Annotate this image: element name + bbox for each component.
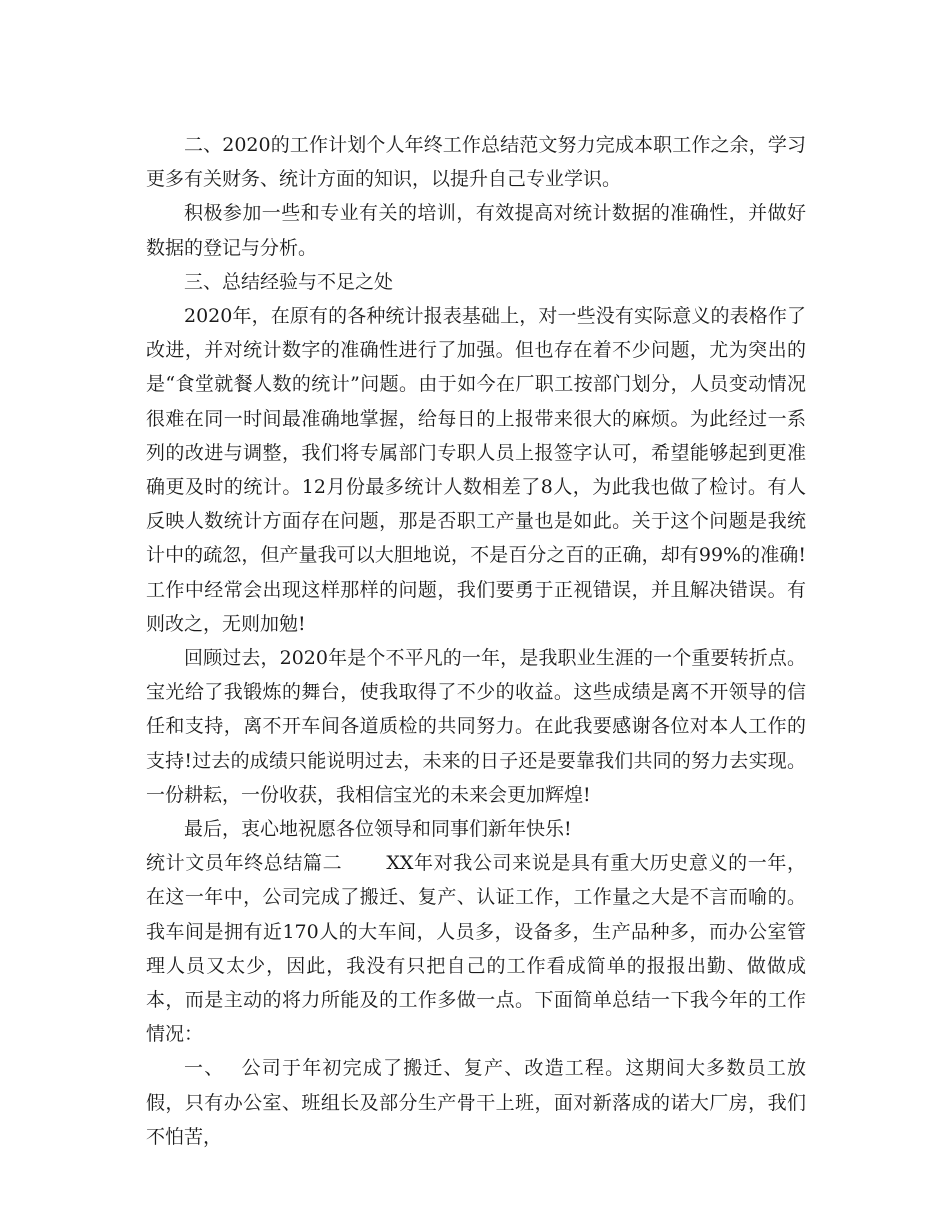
section-two-paragraph: [146, 846, 806, 1051]
section-heading-summary: 三、总结经验与不足之处: [184, 270, 394, 293]
list-item-one: [146, 1051, 806, 1154]
paragraph-statistics-review: 2020年，在原有的各种统计报表基础上，对一些没有实际意义的表格作了改进，并对统计数字的准确性进行了加强。但也存在着不少问题，尤为突出的是“食堂就餐人数的统计”问题。由于如今在厂职工按部门划分，人员变动情况很难在同一时间最准确地掌握，给每日的上报带来很大的麻烦。为此经过一系列的改进与调整，我们将专属部门专职人员上报签字认可，希望能够起到更准确更及时的统计。12月份最多统计人数相差了8人，为此我也做了检讨。有人反映人数统计方面存在问题，那是否职工产量也是如此。关于这个问题是我统计中的疏忽，但产量我可以大胆地说，不是百分之百的正确，却有99%的准确!工作中经常会出现这样那样的问题，我们要勇于正视错误，并且解决错误。有则改之，无则加勉!: [146, 305, 806, 635]
paragraph-work-plan: 二、2020的工作计划个人年终工作总结范文努力完成本职工作之余，学习更多有关财务、统计方面的知识，以提升自己专业学识。: [146, 134, 806, 191]
section-two-title: 统计文员年终总结篇二: [146, 852, 343, 875]
paragraph-looking-back: 回顾过去，2020年是个不平凡的一年，是我职业生涯的一个重要转折点。宝光给了我锻炼的舞台，使我取得了不少的收益。这些成绩是离不开领导的信任和支持，离不开车间各道质检的共同努力。在此我要感谢各位对本人工作的支持!过去的成绩只能说明过去，未来的日子还是要靠我们共同的努力去实现。一份耕耘，一份收获，我相信宝光的未来会更加辉煌!: [146, 647, 806, 806]
section-two-intro: XX年对我公司来说是具有重大历史意义的一年，在这一年中，公司完成了搬迁、复产、认证工作，工作量之大是不言而喻的。我车间是拥有近170人的大车间，人员多，设备多，生产品种多，而办公室管理人员又太少，因此，我没有只把自己的工作看成简单的报报出勤、做做成本，而是主动的将力所能及的工作多做一点。下面简单总结一下我今年的工作情况：: [146, 852, 806, 1046]
list-item-one-text: 公司于年初完成了搬迁、复产、改造工程。这期间大多数员工放假，只有办公室、班组长及部分生产骨干上班，面对新落成的诺大厂房，我们不怕苦，: [146, 1057, 806, 1148]
document-body: [146, 128, 806, 1154]
paragraph-closing-wishes: 最后，衷心地祝愿各位领导和同事们新年快乐!: [184, 818, 572, 841]
paragraph-training: 积极参加一些和专业有关的培训，有效提高对统计数据的准确性，并做好数据的登记与分析。: [146, 202, 806, 259]
list-item-one-label: 一、: [184, 1057, 225, 1080]
